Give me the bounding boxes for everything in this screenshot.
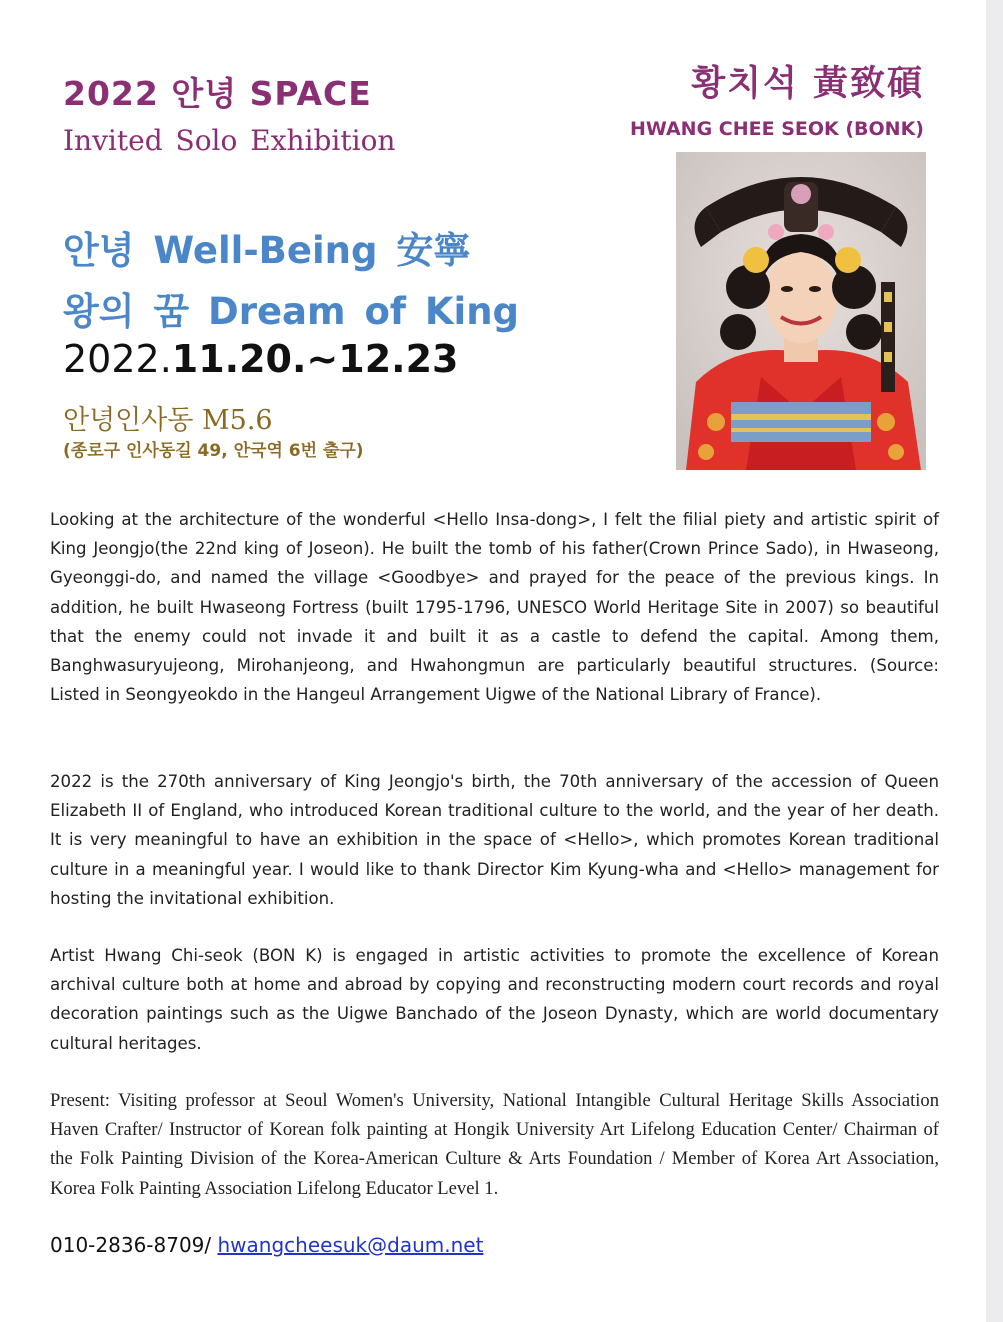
date-year: 2022. — [63, 337, 172, 381]
venue-address: (종로구 인사동길 49, 안국역 6번 출구) — [63, 441, 364, 461]
artist-portrait-photo — [676, 152, 926, 470]
exhibition-title-line-1: 안녕 Well-Being 安寧 — [63, 229, 471, 272]
artist-name-korean: 황치석 黃致碩 — [691, 64, 924, 104]
exhibition-title-line-2: 왕의 꿈 Dream of King — [63, 290, 520, 333]
page-edge — [986, 0, 1003, 1322]
portrait-illustration — [676, 152, 926, 470]
body-paragraph-3: Artist Hwang Chi-seok (BON K) is engaged in artistic activities to promote the excellence of Korean archival culture both at home and abroad by copying and reconstructing modern court records and royal decoration paintings such as the Uigwe Banchado of the Joseon Dynasty, which are world documentary cultural heritages. — [50, 946, 939, 1053]
exhibition-dates — [63, 337, 458, 381]
contact-line — [50, 1233, 483, 1257]
artist-name-english: HWANG CHEE SEOK (BONK) — [629, 118, 924, 140]
body-paragraph-2: 2022 is the 270th anniversary of King Jeongjo's birth, the 70th anniversary of the accession of Queen Elizabeth II of England, who introduced Korean traditional culture to the world, and the year of her death. It is very meaningful to have an exhibition in the space of <Hello>, which promotes Korean traditional culture in a meaningful year. I would like to thank Director Kim Kyung-wha and <Hello> management for hosting the invitational exhibition. — [50, 772, 939, 908]
artist-credentials-paragraph: Present: Visiting professor at Seoul Women's University, National Intangible Cultural Heritage Skills Association Haven Crafter/ Instructor of Korean folk painting at Hongik University Art Lifelong Education Center/ Chairman of the Folk Painting Division of the Korea-American Culture & Arts Foundation / Member of Korea Art Association, Korea Folk Painting Association Lifelong Educator Level 1. — [50, 1090, 939, 1199]
exhibition-venue: 안녕인사동 M5.6 — [63, 405, 273, 436]
email-link[interactable]: hwangcheesuk@daum.net — [217, 1233, 484, 1257]
body-paragraph-1: Looking at the architecture of the wonderful <Hello Insa-dong>, I felt the filial piety and artistic spirit of King Jeongjo(the 22nd king of Joseon). He built the tomb of his father(Crown Prince Sado), in Hwaseong, Gyeonggi-do, and named the village <Goodbye> and prayed for the peace of the previous kings. In addition, he built Hwaseong Fortress (built 1795-1796, UNESCO World Heritage Site in 2007) so beautiful that the enemy could not invade it and built it as a castle to defend the capital. Among them, Banghwasuryujeong, Mirohanjeong, and Hwahongmun are particularly beautiful structures. (Source: Listed in Seongyeokdo in the Hangeul Arrangement Uigwe of the National Library of France). — [50, 510, 939, 705]
exhibition-year-title: 2022 안녕 SPACE — [63, 74, 372, 113]
date-range: 11.20.~12.23 — [171, 337, 459, 381]
exhibition-type: Invited Solo Exhibition — [63, 124, 396, 157]
phone-number: 010-2836-8709/ — [50, 1233, 218, 1257]
